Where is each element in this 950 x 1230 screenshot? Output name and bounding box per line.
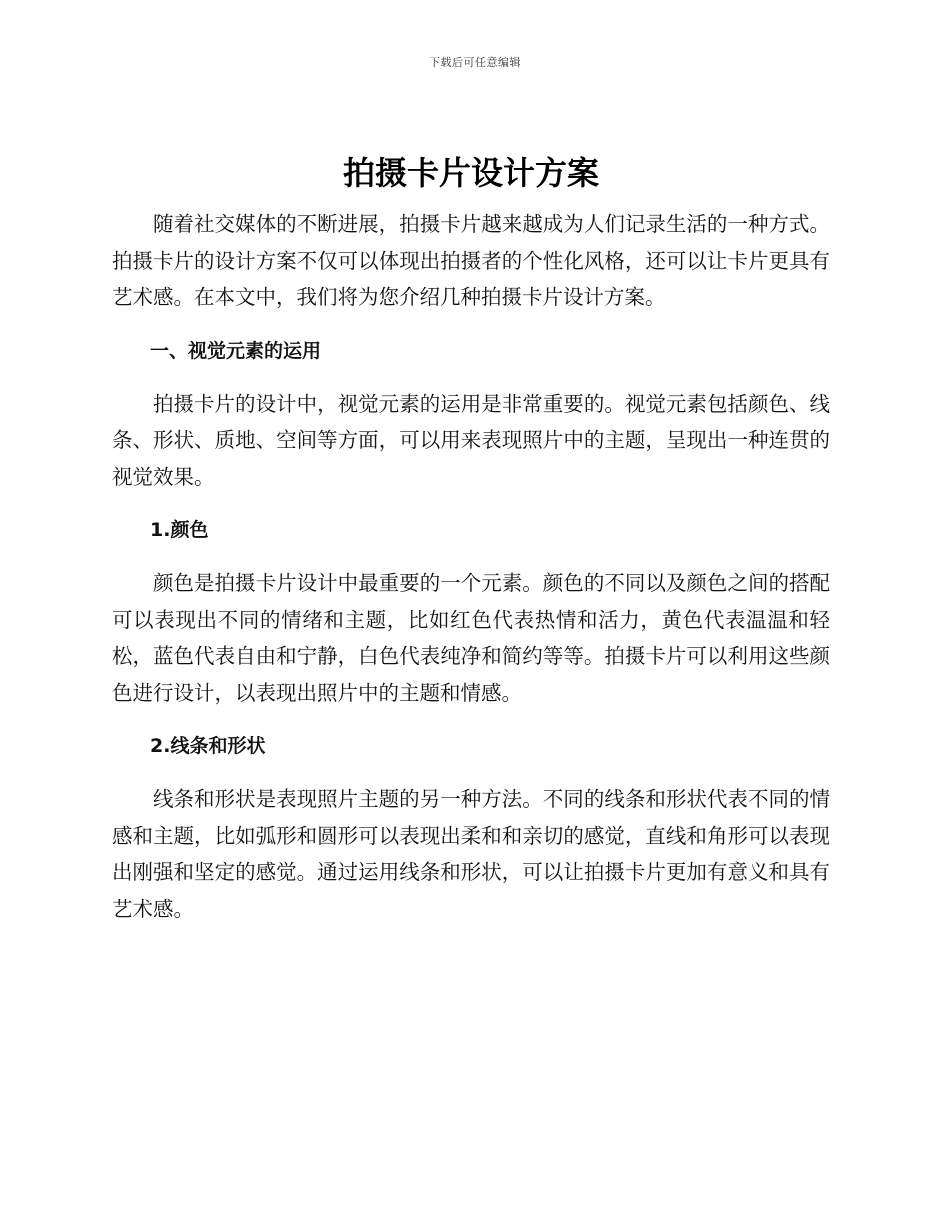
- subsection-paragraph-lines-shapes: 线条和形状是表现照片主题的另一种方法。不同的线条和形状代表不同的情感和主题，比如弧形和圆形可以表现出柔和和亲切的感觉，直线和角形可以表现出刚强和坚定的感觉。通过运用线条和形状，可以让拍摄卡片更加有意义和具有艺术感。: [112, 787, 830, 921]
- section-paragraph-visual-elements: 拍摄卡片的设计中，视觉元素的运用是非常重要的。视觉元素包括颜色、线条、形状、质地、空间等方面，可以用来表现照片中的主题，呈现出一种连贯的视觉效果。: [112, 391, 830, 489]
- intro-paragraph: 随着社交媒体的不断进展，拍摄卡片越来越成为人们记录生活的一种方式。拍摄卡片的设计方案不仅可以体现出拍摄者的个性化风格，还可以让卡片更具有艺术感。在本文中，我们将为您介绍几种拍摄卡片设计方案。: [112, 212, 830, 309]
- subsection-heading-lines-shapes: 2.线条和形状: [150, 735, 266, 757]
- subsection-heading-color: 1.颜色: [150, 519, 209, 541]
- document-body: [112, 150, 830, 927]
- document-title: 拍摄卡片设计方案: [342, 154, 599, 192]
- subsection-paragraph-color: 颜色是拍摄卡片设计中最重要的一个元素。颜色的不同以及颜色之间的搭配可以表现出不同的情绪和主题，比如红色代表热情和活力，黄色代表温温和轻松，蓝色代表自由和宁静，白色代表纯净和简约等等。拍摄卡片可以利用这些颜色进行设计，以表现出照片中的主题和情感。: [112, 571, 830, 705]
- header-note: 下载后可任意编辑: [429, 56, 521, 69]
- section-heading-visual-elements: 一、视觉元素的运用: [150, 339, 322, 362]
